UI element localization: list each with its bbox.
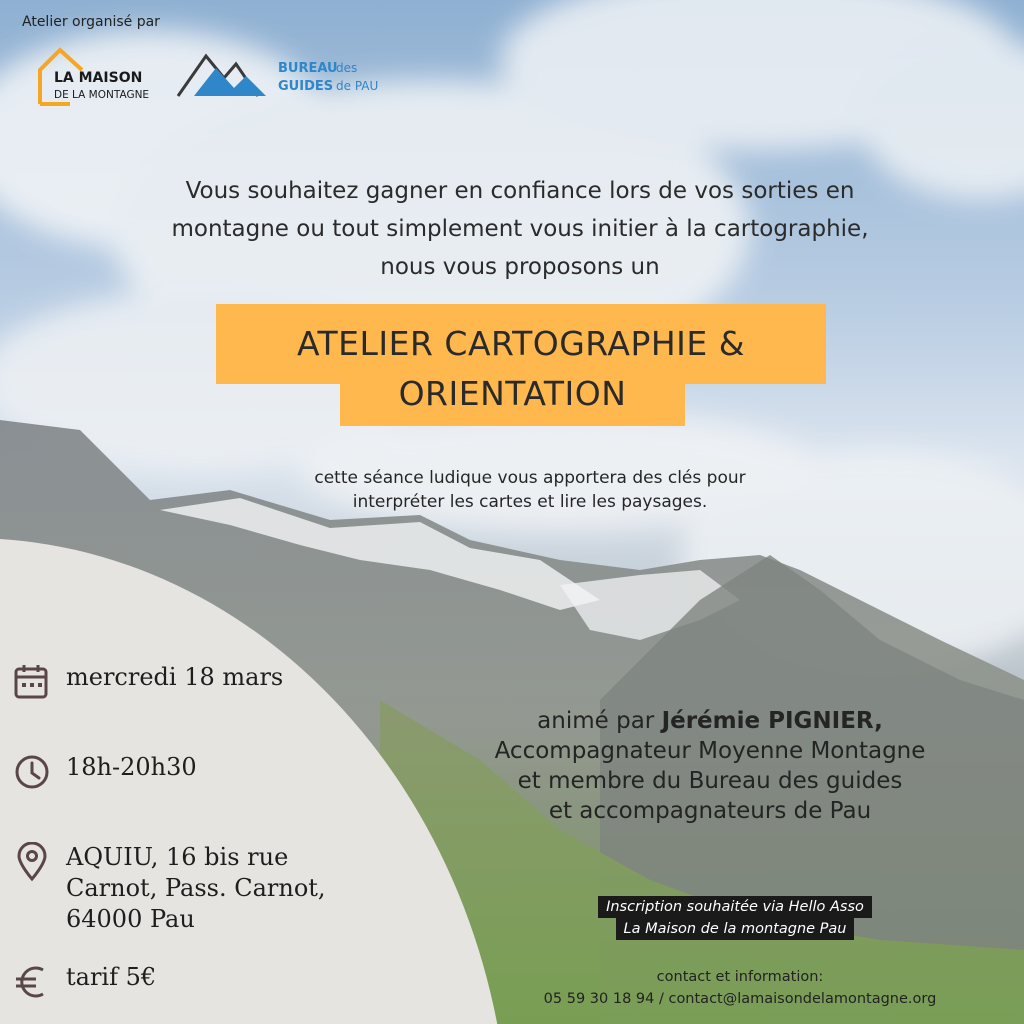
title-line2: ORIENTATION bbox=[398, 374, 627, 413]
maison-logo-line2: DE LA MONTAGNE bbox=[54, 89, 150, 101]
contact-label: contact et information: bbox=[656, 969, 824, 985]
signup-line: Inscription souhaitée via Hello Asso bbox=[598, 896, 872, 918]
euro-icon bbox=[12, 962, 52, 1002]
subtitle-line: cette séance ludique vous apportera des clés pour bbox=[314, 468, 746, 488]
address-line: AQUIU, 16 bis rue bbox=[66, 843, 289, 871]
host-prefix: animé par bbox=[537, 708, 655, 734]
maison-de-la-montagne-logo bbox=[30, 44, 160, 110]
bureau-des-guides-logo bbox=[176, 46, 386, 106]
contact-details: 05 59 30 18 94 / contact@lamaisondelamontagne.org bbox=[543, 991, 937, 1007]
event-address bbox=[66, 842, 326, 935]
price-row bbox=[12, 962, 156, 1002]
title-line1: ATELIER CARTOGRAPHIE & bbox=[297, 324, 745, 363]
title-band-line2 bbox=[340, 368, 685, 426]
event-time: 18h-20h30 bbox=[66, 753, 197, 781]
signup-line: La Maison de la montagne Pau bbox=[616, 918, 855, 940]
address-line: Carnot, Pass. Carnot, bbox=[66, 874, 326, 902]
bureau-logo-line1a: BUREAU bbox=[278, 61, 338, 76]
host-line bbox=[420, 706, 1000, 736]
subtitle-line: interpréter les cartes et lire les paysages. bbox=[352, 492, 708, 512]
event-date: mercredi 18 mars bbox=[66, 663, 284, 691]
bureau-logo-line2a: GUIDES bbox=[278, 79, 334, 94]
maison-logo-line1: LA MAISON bbox=[54, 70, 143, 86]
intro-line: nous vous proposons un bbox=[380, 254, 660, 280]
host-line: et membre du Bureau des guides bbox=[517, 768, 903, 794]
bureau-logo-line2b: de PAU bbox=[336, 79, 379, 93]
place-row bbox=[12, 842, 326, 935]
host-line: et accompagnateurs de Pau bbox=[548, 798, 872, 824]
date-row bbox=[12, 662, 283, 702]
contact-info bbox=[470, 966, 1010, 1010]
organised-by-label: Atelier organisé par bbox=[22, 14, 160, 30]
location-pin-icon bbox=[12, 842, 52, 882]
signup-note bbox=[560, 896, 910, 940]
host-line: Accompagnateur Moyenne Montagne bbox=[494, 738, 926, 764]
address-line: 64000 Pau bbox=[66, 905, 195, 933]
host-name: Jérémie PIGNIER, bbox=[661, 708, 883, 734]
host-info bbox=[420, 706, 1000, 826]
bureau-logo-line1b: des bbox=[336, 61, 358, 75]
subtitle-text bbox=[180, 466, 880, 514]
intro-line: montagne ou tout simplement vous initier à la cartographie, bbox=[171, 216, 869, 242]
clock-icon bbox=[12, 752, 52, 792]
intro-line: Vous souhaitez gagner en confiance lors de vos sorties en bbox=[185, 178, 855, 204]
calendar-icon bbox=[12, 662, 52, 702]
intro-text bbox=[60, 172, 980, 286]
event-price: tarif 5€ bbox=[66, 963, 157, 991]
time-row bbox=[12, 752, 197, 792]
